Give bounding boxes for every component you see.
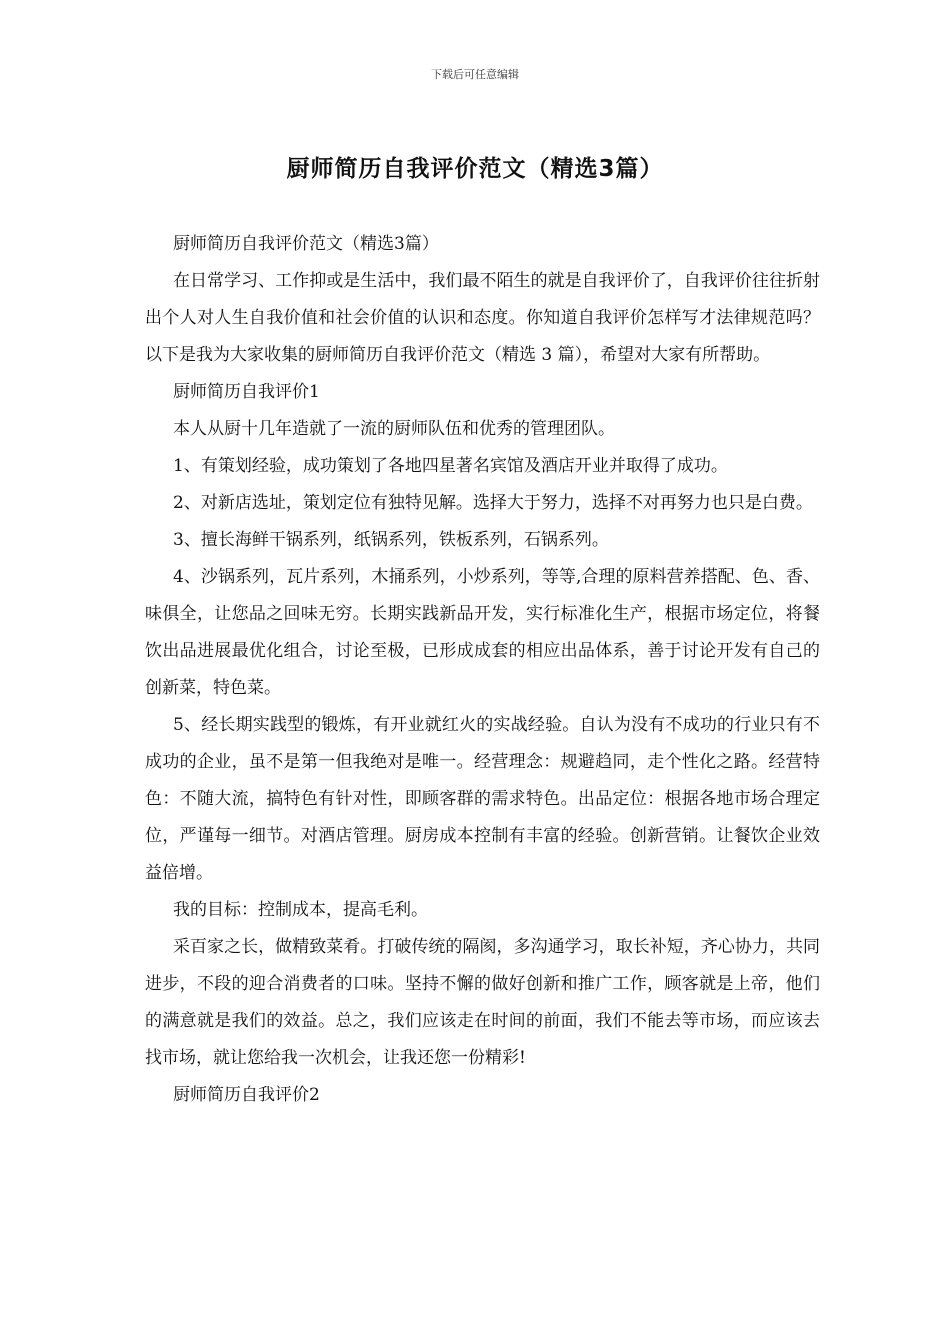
document-body (145, 226, 820, 1114)
paragraph-subtitle: 厨师简历自我评价范文（精选3篇） (173, 234, 439, 254)
header-note: 下载后可任意编辑 (431, 68, 519, 81)
paragraph: 本人从厨十几年造就了一流的厨师队伍和优秀的管理团队。 (173, 419, 615, 439)
list-item: 1、有策划经验，成功策划了各地四星著名宾馆及酒店开业并取得了成功。 (173, 456, 728, 476)
paragraph: 采百家之长，做精致菜肴。打破传统的隔阂，多沟通学习，取长补短，齐心协力，共同进步，不段的迎合消费者的口味。坚持不懈的做好创新和推广工作，顾客就是上帝，他们的满意就是我们的效益。总之，我们应该走在时间的前面，我们不能去等市场，而应该去找市场，就让您给我一次机会，让我还您一份精彩! (145, 937, 820, 1068)
paragraph-intro: 在日常学习、工作抑或是生活中，我们最不陌生的就是自我评价了，自我评价往往折射出个人对人生自我价值和社会价值的认识和态度。你知道自我评价怎样写才法律规范吗？以下是我为大家收集的厨师简历自我评价范文（精选 3 篇），希望对大家有所帮助。 (145, 271, 820, 365)
list-item: 5、经长期实践型的锻炼，有开业就红火的实战经验。自认为没有不成功的行业只有不成功的企业，虽不是第一但我绝对是唯一。经营理念：规避趋同，走个性化之路。经营特色：不随大流，搞特色有针对性，即顾客群的需求特色。出品定位：根据各地市场合理定位，严谨每一细节。对酒店管理。厨房成本控制有丰富的经验。创新营销。让餐饮企业效益倍增。 (145, 715, 820, 883)
list-item: 4、沙锅系列，瓦片系列，木捅系列，小炒系列，等等,合理的原料营养搭配、色、香、味俱全，让您品之回味无穷。长期实践新品开发，实行标准化生产，根据市场定位，将餐饮出品进展最优化组合，讨论至极，已形成成套的相应出品体系，善于讨论开发有自己的创新菜，特色菜。 (145, 567, 820, 698)
section-heading-1: 厨师简历自我评价1 (173, 382, 320, 402)
list-item: 2、对新店选址，策划定位有独特见解。选择大于努力，选择不对再努力也只是白费。 (173, 493, 813, 513)
section-heading-2: 厨师简历自我评价2 (173, 1085, 320, 1105)
list-item: 3、擅长海鲜干锅系列，纸锅系列，铁板系列，石锅系列。 (173, 530, 609, 550)
document-title: 厨师简历自我评价范文（精选3篇） (286, 156, 664, 182)
paragraph-goal: 我的目标：控制成本，提高毛利。 (173, 900, 428, 920)
